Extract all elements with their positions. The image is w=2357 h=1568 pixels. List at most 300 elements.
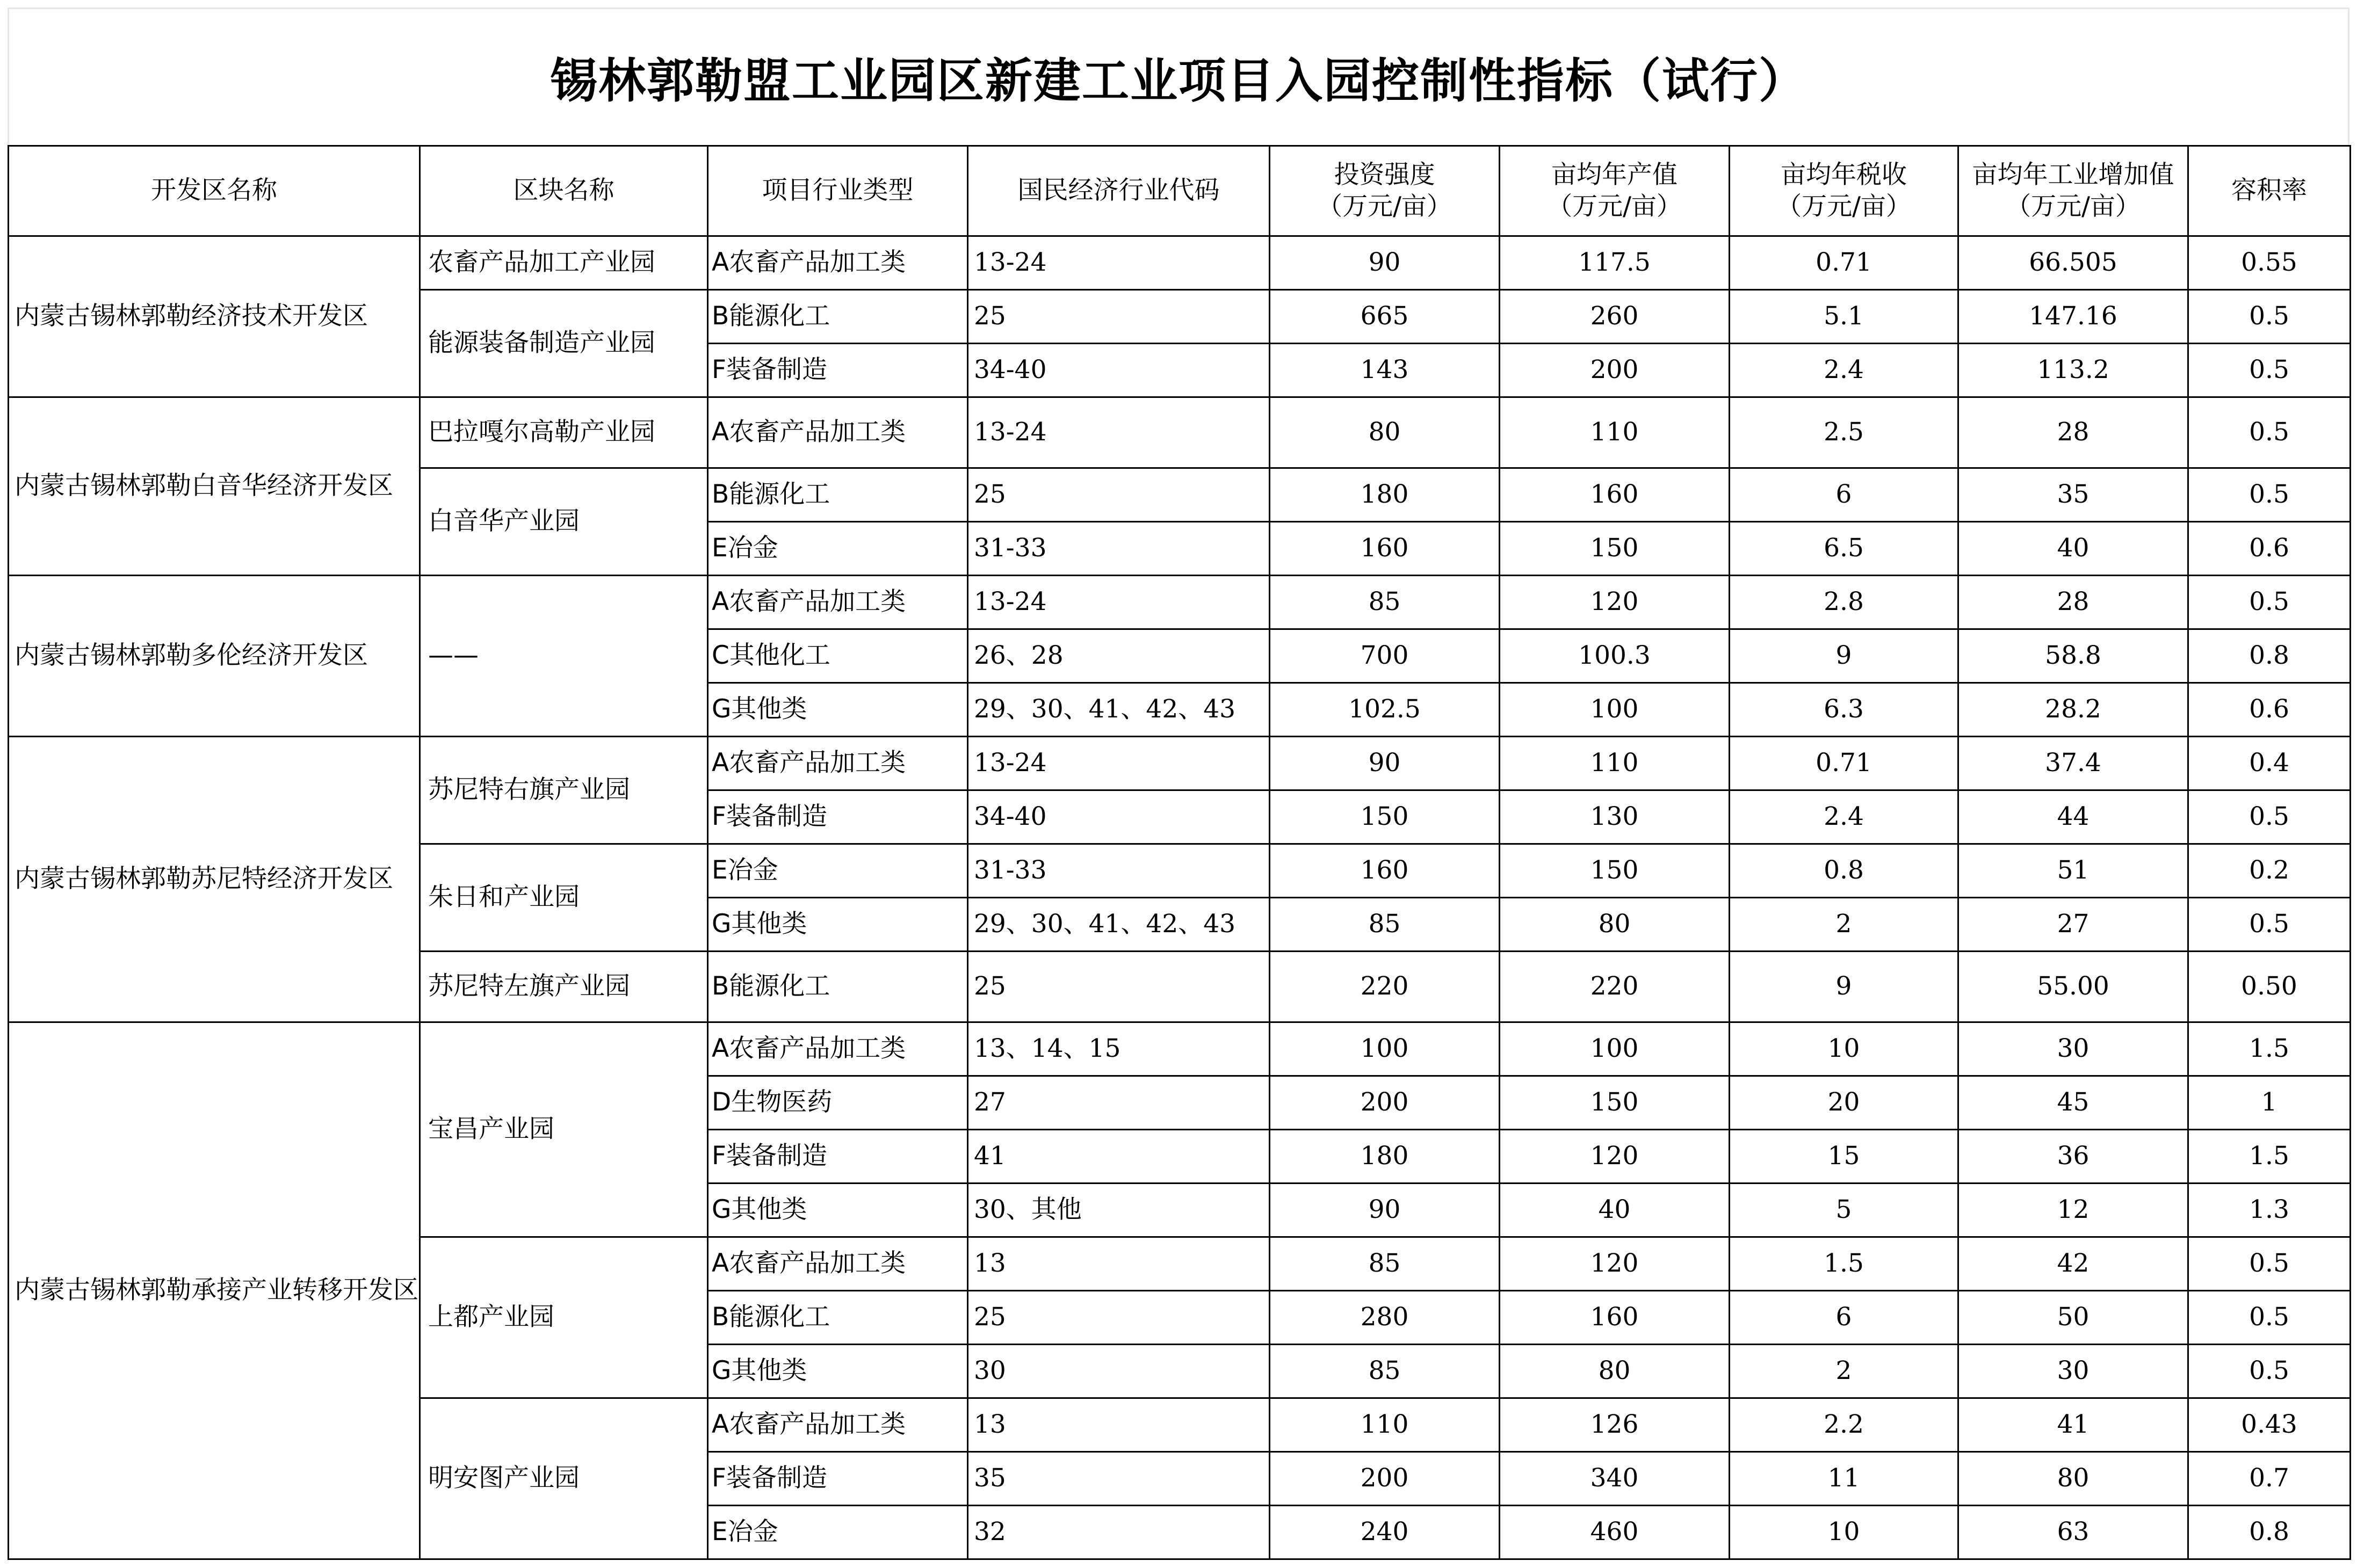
industry-type-cell[interactable] bbox=[708, 468, 968, 522]
floor-area-ratio: 0.8 bbox=[2249, 641, 2289, 671]
header-far[interactable] bbox=[2188, 146, 2351, 236]
output-per-mu: 40 bbox=[1598, 1195, 1631, 1225]
zone-name: 内蒙古锡林郭勒经济技术开发区 bbox=[15, 301, 368, 331]
industry-type: A农畜产品加工类 bbox=[712, 587, 906, 617]
floor-area-ratio-cell[interactable] bbox=[2188, 397, 2351, 468]
output-per-mu-cell[interactable] bbox=[1500, 790, 1730, 844]
block-cell[interactable] bbox=[420, 844, 708, 952]
industry-code-cell[interactable] bbox=[968, 844, 1270, 898]
industry-code-cell[interactable] bbox=[968, 1130, 1270, 1184]
tax-per-mu: 0.8 bbox=[1824, 855, 1864, 885]
output-per-mu-cell[interactable] bbox=[1500, 468, 1730, 522]
floor-area-ratio-cell[interactable] bbox=[2188, 1506, 2351, 1559]
floor-area-ratio-cell[interactable] bbox=[2188, 844, 2351, 898]
industry-code: 27 bbox=[974, 1087, 1006, 1117]
floor-area-ratio-cell[interactable] bbox=[2188, 236, 2351, 290]
floor-area-ratio-cell[interactable] bbox=[2188, 522, 2351, 576]
block-cell[interactable] bbox=[420, 290, 708, 397]
industry-code-cell[interactable] bbox=[968, 1398, 1270, 1452]
investment-intensity: 220 bbox=[1360, 971, 1409, 1001]
industry-type-cell[interactable] bbox=[708, 397, 968, 468]
investment-intensity: 200 bbox=[1360, 1087, 1409, 1117]
output-per-mu: 460 bbox=[1590, 1517, 1639, 1547]
output-per-mu-cell[interactable] bbox=[1500, 844, 1730, 898]
tax-per-mu-cell[interactable] bbox=[1730, 1291, 1958, 1345]
industry-type-cell[interactable] bbox=[708, 1130, 968, 1184]
industry-type-cell[interactable] bbox=[708, 898, 968, 952]
header-output-label: 亩均年产值 bbox=[1551, 159, 1678, 190]
industry-type: E冶金 bbox=[712, 855, 778, 885]
added-value-per-mu-cell[interactable] bbox=[1958, 1022, 2188, 1076]
investment-intensity-cell[interactable] bbox=[1270, 1130, 1500, 1184]
industry-code-cell[interactable] bbox=[968, 1291, 1270, 1345]
floor-area-ratio-cell[interactable] bbox=[2188, 290, 2351, 344]
industry-type: C其他化工 bbox=[712, 641, 830, 671]
industry-code-cell[interactable] bbox=[968, 1237, 1270, 1291]
block-name: 苏尼特右旗产业园 bbox=[428, 775, 630, 805]
added-value-per-mu-cell[interactable] bbox=[1958, 1184, 2188, 1237]
block-name: 宝昌产业园 bbox=[428, 1114, 554, 1144]
added-value-per-mu: 44 bbox=[2057, 802, 2090, 832]
industry-code: 13、14、15 bbox=[974, 1034, 1121, 1064]
tax-per-mu-cell[interactable] bbox=[1730, 1022, 1958, 1076]
investment-intensity-cell[interactable] bbox=[1270, 1237, 1500, 1291]
output-per-mu: 120 bbox=[1590, 587, 1639, 617]
industry-type-cell[interactable] bbox=[708, 1291, 968, 1345]
investment-intensity-cell[interactable] bbox=[1270, 290, 1500, 344]
tax-per-mu: 2 bbox=[1835, 909, 1852, 939]
industry-code: 34-40 bbox=[974, 355, 1047, 385]
output-per-mu-cell[interactable] bbox=[1500, 1398, 1730, 1452]
tax-per-mu-cell[interactable] bbox=[1730, 522, 1958, 576]
added-value-per-mu-cell[interactable] bbox=[1958, 1452, 2188, 1506]
output-per-mu: 150 bbox=[1590, 855, 1639, 885]
industry-type-cell[interactable] bbox=[708, 522, 968, 576]
industry-type-cell[interactable] bbox=[708, 1022, 968, 1076]
investment-intensity-cell[interactable] bbox=[1270, 1345, 1500, 1398]
header-output[interactable] bbox=[1500, 146, 1730, 236]
zone-cell[interactable] bbox=[9, 576, 420, 737]
added-value-per-mu-cell[interactable] bbox=[1958, 844, 2188, 898]
added-value-per-mu: 37.4 bbox=[2045, 748, 2101, 778]
investment-intensity-cell[interactable] bbox=[1270, 236, 1500, 290]
added-value-per-mu-cell[interactable] bbox=[1958, 1398, 2188, 1452]
added-value-per-mu: 28 bbox=[2057, 587, 2090, 617]
floor-area-ratio-cell[interactable] bbox=[2188, 898, 2351, 952]
industry-type-cell[interactable] bbox=[708, 1506, 968, 1559]
added-value-per-mu-cell[interactable] bbox=[1958, 522, 2188, 576]
industry-code-cell[interactable] bbox=[968, 898, 1270, 952]
output-per-mu: 110 bbox=[1590, 748, 1639, 778]
industry-type: B能源化工 bbox=[712, 971, 830, 1001]
tax-per-mu-cell[interactable] bbox=[1730, 844, 1958, 898]
tax-per-mu-cell[interactable] bbox=[1730, 290, 1958, 344]
tax-per-mu-cell[interactable] bbox=[1730, 683, 1958, 737]
floor-area-ratio: 0.5 bbox=[2249, 1356, 2289, 1386]
industry-code-cell[interactable] bbox=[968, 236, 1270, 290]
block-cell[interactable] bbox=[420, 952, 708, 1022]
table-row bbox=[9, 236, 2351, 290]
header-code[interactable] bbox=[968, 146, 1270, 236]
floor-area-ratio-cell[interactable] bbox=[2188, 683, 2351, 737]
block-name: 明安图产业园 bbox=[428, 1463, 580, 1493]
block-cell[interactable] bbox=[420, 236, 708, 290]
tax-per-mu-cell[interactable] bbox=[1730, 1184, 1958, 1237]
floor-area-ratio: 0.8 bbox=[2249, 1517, 2289, 1547]
output-per-mu: 110 bbox=[1590, 417, 1639, 447]
output-per-mu-cell[interactable] bbox=[1500, 1022, 1730, 1076]
industry-code-cell[interactable] bbox=[968, 1345, 1270, 1398]
floor-area-ratio-cell[interactable] bbox=[2188, 1237, 2351, 1291]
tax-per-mu-cell[interactable] bbox=[1730, 1452, 1958, 1506]
output-per-mu: 100 bbox=[1590, 694, 1639, 724]
block-name: 上都产业园 bbox=[428, 1302, 554, 1332]
block-cell[interactable] bbox=[420, 1398, 708, 1559]
investment-intensity: 85 bbox=[1368, 909, 1401, 939]
investment-intensity-cell[interactable] bbox=[1270, 1452, 1500, 1506]
output-per-mu: 80 bbox=[1598, 1356, 1631, 1386]
added-value-per-mu: 55.00 bbox=[2037, 971, 2109, 1001]
table-row bbox=[9, 737, 2351, 790]
block-name: 能源装备制造产业园 bbox=[428, 328, 655, 358]
header-invest[interactable] bbox=[1270, 146, 1500, 236]
floor-area-ratio: 1 bbox=[2261, 1087, 2278, 1117]
block-cell[interactable] bbox=[420, 397, 708, 468]
added-value-per-mu-cell[interactable] bbox=[1958, 1237, 2188, 1291]
tax-per-mu-cell[interactable] bbox=[1730, 397, 1958, 468]
tax-per-mu-cell[interactable] bbox=[1730, 737, 1958, 790]
industry-type: A农畜产品加工类 bbox=[712, 417, 906, 447]
output-per-mu: 100 bbox=[1590, 1034, 1639, 1064]
block-cell[interactable] bbox=[420, 468, 708, 576]
investment-intensity-cell[interactable] bbox=[1270, 683, 1500, 737]
industry-code-cell[interactable] bbox=[968, 790, 1270, 844]
floor-area-ratio-cell[interactable] bbox=[2188, 1076, 2351, 1130]
zone-cell[interactable] bbox=[9, 236, 420, 397]
zone-cell[interactable] bbox=[9, 397, 420, 576]
tax-per-mu-cell[interactable] bbox=[1730, 1130, 1958, 1184]
industry-type-cell[interactable] bbox=[708, 1398, 968, 1452]
added-value-per-mu-cell[interactable] bbox=[1958, 1130, 2188, 1184]
industry-code-cell[interactable] bbox=[968, 1184, 1270, 1237]
industry-code: 41 bbox=[974, 1141, 1006, 1171]
added-value-per-mu-cell[interactable] bbox=[1958, 468, 2188, 522]
industry-type-cell[interactable] bbox=[708, 737, 968, 790]
tax-per-mu: 11 bbox=[1827, 1463, 1860, 1493]
block-cell[interactable] bbox=[420, 737, 708, 844]
output-per-mu-cell[interactable] bbox=[1500, 290, 1730, 344]
investment-intensity-cell[interactable] bbox=[1270, 629, 1500, 683]
industry-type-cell[interactable] bbox=[708, 790, 968, 844]
industry-type-cell[interactable] bbox=[708, 1237, 968, 1291]
floor-area-ratio: 0.2 bbox=[2249, 855, 2289, 885]
floor-area-ratio: 0.43 bbox=[2241, 1410, 2297, 1440]
floor-area-ratio: 1.5 bbox=[2249, 1034, 2289, 1064]
output-per-mu-cell[interactable] bbox=[1500, 1237, 1730, 1291]
investment-intensity: 280 bbox=[1360, 1302, 1409, 1332]
industry-code-cell[interactable] bbox=[968, 1452, 1270, 1506]
investment-intensity-cell[interactable] bbox=[1270, 344, 1500, 397]
industry-type-cell[interactable] bbox=[708, 576, 968, 629]
output-per-mu-cell[interactable] bbox=[1500, 576, 1730, 629]
added-value-per-mu-cell[interactable] bbox=[1958, 898, 2188, 952]
industry-type-cell[interactable] bbox=[708, 844, 968, 898]
tax-per-mu-cell[interactable] bbox=[1730, 236, 1958, 290]
industry-code-cell[interactable] bbox=[968, 1022, 1270, 1076]
industry-code-cell[interactable] bbox=[968, 397, 1270, 468]
header-added[interactable] bbox=[1958, 146, 2188, 236]
tax-per-mu-cell[interactable] bbox=[1730, 468, 1958, 522]
floor-area-ratio-cell[interactable] bbox=[2188, 1452, 2351, 1506]
tax-per-mu: 1.5 bbox=[1824, 1248, 1864, 1279]
zone-cell[interactable] bbox=[9, 1022, 420, 1559]
tax-per-mu-cell[interactable] bbox=[1730, 1506, 1958, 1559]
output-per-mu-cell[interactable] bbox=[1500, 522, 1730, 576]
output-per-mu: 150 bbox=[1590, 1087, 1639, 1117]
industry-type-cell[interactable] bbox=[708, 683, 968, 737]
tax-per-mu: 2.2 bbox=[1824, 1410, 1864, 1440]
tax-per-mu-cell[interactable] bbox=[1730, 629, 1958, 683]
investment-intensity-cell[interactable] bbox=[1270, 952, 1500, 1022]
investment-intensity: 90 bbox=[1368, 748, 1401, 778]
investment-intensity-cell[interactable] bbox=[1270, 468, 1500, 522]
investment-intensity-cell[interactable] bbox=[1270, 397, 1500, 468]
floor-area-ratio-cell[interactable] bbox=[2188, 1291, 2351, 1345]
zone-name: 内蒙古锡林郭勒白音华经济开发区 bbox=[15, 471, 393, 501]
industry-code: 13-24 bbox=[974, 748, 1047, 778]
title-cell[interactable] bbox=[8, 8, 2349, 145]
industry-type-cell[interactable] bbox=[708, 1345, 968, 1398]
tax-per-mu-cell[interactable] bbox=[1730, 1398, 1958, 1452]
block-cell[interactable] bbox=[420, 576, 708, 737]
industry-code-cell[interactable] bbox=[968, 290, 1270, 344]
block-cell[interactable] bbox=[420, 1237, 708, 1398]
header-zone-label: 开发区名称 bbox=[151, 176, 277, 206]
investment-intensity: 700 bbox=[1360, 641, 1409, 671]
floor-area-ratio-cell[interactable] bbox=[2188, 344, 2351, 397]
added-value-per-mu: 30 bbox=[2057, 1034, 2090, 1064]
tax-per-mu: 6 bbox=[1835, 480, 1852, 510]
added-value-per-mu-cell[interactable] bbox=[1958, 344, 2188, 397]
investment-intensity-cell[interactable] bbox=[1270, 522, 1500, 576]
investment-intensity-cell[interactable] bbox=[1270, 898, 1500, 952]
floor-area-ratio-cell[interactable] bbox=[2188, 1184, 2351, 1237]
industry-code-cell[interactable] bbox=[968, 952, 1270, 1022]
added-value-per-mu: 50 bbox=[2057, 1302, 2090, 1332]
output-per-mu: 220 bbox=[1590, 971, 1639, 1001]
industry-type: G其他类 bbox=[712, 694, 807, 724]
output-per-mu-cell[interactable] bbox=[1500, 1184, 1730, 1237]
investment-intensity-cell[interactable] bbox=[1270, 1291, 1500, 1345]
industry-code-cell[interactable] bbox=[968, 522, 1270, 576]
output-per-mu-cell[interactable] bbox=[1500, 629, 1730, 683]
investment-intensity: 85 bbox=[1368, 1248, 1401, 1279]
added-value-per-mu: 42 bbox=[2057, 1248, 2090, 1279]
industry-type-cell[interactable] bbox=[708, 236, 968, 290]
floor-area-ratio: 0.5 bbox=[2249, 355, 2289, 385]
industry-code-cell[interactable] bbox=[968, 576, 1270, 629]
floor-area-ratio-cell[interactable] bbox=[2188, 790, 2351, 844]
tax-per-mu-cell[interactable] bbox=[1730, 344, 1958, 397]
industry-code-cell[interactable] bbox=[968, 1076, 1270, 1130]
output-per-mu-cell[interactable] bbox=[1500, 1291, 1730, 1345]
header-code-label: 国民经济行业代码 bbox=[1017, 176, 1220, 206]
floor-area-ratio-cell[interactable] bbox=[2188, 576, 2351, 629]
industry-code-cell[interactable] bbox=[968, 468, 1270, 522]
industry-code: 34-40 bbox=[974, 802, 1047, 832]
investment-intensity-cell[interactable] bbox=[1270, 576, 1500, 629]
added-value-per-mu-cell[interactable] bbox=[1958, 1076, 2188, 1130]
investment-intensity-cell[interactable] bbox=[1270, 1506, 1500, 1559]
investment-intensity: 160 bbox=[1360, 855, 1409, 885]
investment-intensity: 100 bbox=[1360, 1034, 1409, 1064]
output-per-mu-cell[interactable] bbox=[1500, 344, 1730, 397]
output-per-mu-cell[interactable] bbox=[1500, 683, 1730, 737]
floor-area-ratio: 0.6 bbox=[2249, 533, 2289, 563]
industry-type-cell[interactable] bbox=[708, 344, 968, 397]
floor-area-ratio: 0.5 bbox=[2249, 480, 2289, 510]
output-per-mu-cell[interactable] bbox=[1500, 397, 1730, 468]
investment-intensity-cell[interactable] bbox=[1270, 1398, 1500, 1452]
floor-area-ratio: 0.6 bbox=[2249, 694, 2289, 724]
floor-area-ratio-cell[interactable] bbox=[2188, 1345, 2351, 1398]
tax-per-mu: 9 bbox=[1835, 971, 1852, 1001]
tax-per-mu-cell[interactable] bbox=[1730, 1345, 1958, 1398]
added-value-per-mu-cell[interactable] bbox=[1958, 290, 2188, 344]
floor-area-ratio-cell[interactable] bbox=[2188, 629, 2351, 683]
output-per-mu-cell[interactable] bbox=[1500, 1452, 1730, 1506]
investment-intensity-cell[interactable] bbox=[1270, 1076, 1500, 1130]
output-per-mu-cell[interactable] bbox=[1500, 898, 1730, 952]
block-cell[interactable] bbox=[420, 1022, 708, 1237]
industry-type-cell[interactable] bbox=[708, 952, 968, 1022]
added-value-per-mu-cell[interactable] bbox=[1958, 952, 2188, 1022]
industry-code: 30 bbox=[974, 1356, 1006, 1386]
added-value-per-mu: 28 bbox=[2057, 417, 2090, 447]
floor-area-ratio: 0.5 bbox=[2249, 301, 2289, 331]
investment-intensity: 110 bbox=[1360, 1410, 1409, 1440]
added-value-per-mu: 41 bbox=[2057, 1410, 2090, 1440]
industry-type: A农畜产品加工类 bbox=[712, 1248, 906, 1279]
output-per-mu-cell[interactable] bbox=[1500, 1130, 1730, 1184]
tax-per-mu: 2.4 bbox=[1824, 802, 1864, 832]
industry-code-cell[interactable] bbox=[968, 344, 1270, 397]
header-block[interactable] bbox=[420, 146, 708, 236]
added-value-per-mu-cell[interactable] bbox=[1958, 683, 2188, 737]
floor-area-ratio: 0.5 bbox=[2249, 587, 2289, 617]
tax-per-mu: 2.5 bbox=[1824, 417, 1864, 447]
floor-area-ratio-cell[interactable] bbox=[2188, 952, 2351, 1022]
industry-code: 32 bbox=[974, 1517, 1006, 1547]
added-value-per-mu: 28.2 bbox=[2045, 694, 2101, 724]
floor-area-ratio-cell[interactable] bbox=[2188, 1022, 2351, 1076]
industry-code-cell[interactable] bbox=[968, 683, 1270, 737]
zone-name: 内蒙古锡林郭勒多伦经济开发区 bbox=[15, 641, 368, 671]
industry-type: A农畜产品加工类 bbox=[712, 1410, 906, 1440]
investment-intensity-cell[interactable] bbox=[1270, 790, 1500, 844]
output-per-mu-cell[interactable] bbox=[1500, 737, 1730, 790]
zone-cell[interactable] bbox=[9, 737, 420, 1022]
added-value-per-mu: 51 bbox=[2057, 855, 2090, 885]
tax-per-mu-cell[interactable] bbox=[1730, 898, 1958, 952]
floor-area-ratio-cell[interactable] bbox=[2188, 1130, 2351, 1184]
investment-intensity-cell[interactable] bbox=[1270, 844, 1500, 898]
tax-per-mu-cell[interactable] bbox=[1730, 576, 1958, 629]
tax-per-mu: 6.3 bbox=[1824, 694, 1864, 724]
added-value-per-mu-cell[interactable] bbox=[1958, 1291, 2188, 1345]
tax-per-mu-cell[interactable] bbox=[1730, 952, 1958, 1022]
industry-code: 13-24 bbox=[974, 248, 1047, 278]
floor-area-ratio-cell[interactable] bbox=[2188, 737, 2351, 790]
header-industry[interactable] bbox=[708, 146, 968, 236]
added-value-per-mu-cell[interactable] bbox=[1958, 236, 2188, 290]
industry-type-cell[interactable] bbox=[708, 629, 968, 683]
added-value-per-mu: 58.8 bbox=[2045, 641, 2101, 671]
investment-intensity-cell[interactable] bbox=[1270, 1022, 1500, 1076]
investment-intensity: 90 bbox=[1368, 1195, 1401, 1225]
header-invest-unit: （万元/亩） bbox=[1317, 191, 1452, 221]
industry-type-cell[interactable] bbox=[708, 1076, 968, 1130]
added-value-per-mu-cell[interactable] bbox=[1958, 397, 2188, 468]
tax-per-mu: 10 bbox=[1827, 1034, 1860, 1064]
table-row bbox=[9, 1022, 2351, 1076]
indicator-table bbox=[8, 145, 2351, 1560]
added-value-per-mu-cell[interactable] bbox=[1958, 737, 2188, 790]
industry-type-cell[interactable] bbox=[708, 1184, 968, 1237]
output-per-mu-cell[interactable] bbox=[1500, 1076, 1730, 1130]
output-per-mu-cell[interactable] bbox=[1500, 1345, 1730, 1398]
floor-area-ratio-cell[interactable] bbox=[2188, 1398, 2351, 1452]
output-per-mu-cell[interactable] bbox=[1500, 236, 1730, 290]
header-zone[interactable] bbox=[9, 146, 420, 236]
output-per-mu: 160 bbox=[1590, 480, 1639, 510]
industry-code-cell[interactable] bbox=[968, 629, 1270, 683]
tax-per-mu: 20 bbox=[1827, 1087, 1860, 1117]
floor-area-ratio-cell[interactable] bbox=[2188, 468, 2351, 522]
industry-code: 13 bbox=[974, 1410, 1006, 1440]
added-value-per-mu-cell[interactable] bbox=[1958, 1506, 2188, 1559]
added-value-per-mu: 30 bbox=[2057, 1356, 2090, 1386]
zone-name: 内蒙古锡林郭勒承接产业转移开发区 bbox=[15, 1275, 418, 1305]
industry-type: F装备制造 bbox=[712, 1463, 828, 1493]
industry-type-cell[interactable] bbox=[708, 290, 968, 344]
industry-code-cell[interactable] bbox=[968, 1506, 1270, 1559]
industry-type-cell[interactable] bbox=[708, 1452, 968, 1506]
tax-per-mu-cell[interactable] bbox=[1730, 1076, 1958, 1130]
tax-per-mu: 6.5 bbox=[1824, 533, 1864, 563]
output-per-mu-cell[interactable] bbox=[1500, 952, 1730, 1022]
tax-per-mu-cell[interactable] bbox=[1730, 1237, 1958, 1291]
block-name: —— bbox=[428, 641, 479, 671]
added-value-per-mu-cell[interactable] bbox=[1958, 790, 2188, 844]
industry-code-cell[interactable] bbox=[968, 737, 1270, 790]
added-value-per-mu: 63 bbox=[2057, 1517, 2090, 1547]
output-per-mu-cell[interactable] bbox=[1500, 1506, 1730, 1559]
added-value-per-mu-cell[interactable] bbox=[1958, 576, 2188, 629]
investment-intensity: 150 bbox=[1360, 802, 1409, 832]
floor-area-ratio: 0.5 bbox=[2249, 1302, 2289, 1332]
industry-type: E冶金 bbox=[712, 1517, 778, 1547]
tax-per-mu: 2 bbox=[1835, 1356, 1852, 1386]
industry-type: B能源化工 bbox=[712, 301, 830, 331]
added-value-per-mu-cell[interactable] bbox=[1958, 1345, 2188, 1398]
investment-intensity-cell[interactable] bbox=[1270, 737, 1500, 790]
added-value-per-mu-cell[interactable] bbox=[1958, 629, 2188, 683]
header-tax[interactable] bbox=[1730, 146, 1958, 236]
investment-intensity-cell[interactable] bbox=[1270, 1184, 1500, 1237]
tax-per-mu-cell[interactable] bbox=[1730, 790, 1958, 844]
output-per-mu: 120 bbox=[1590, 1141, 1639, 1171]
